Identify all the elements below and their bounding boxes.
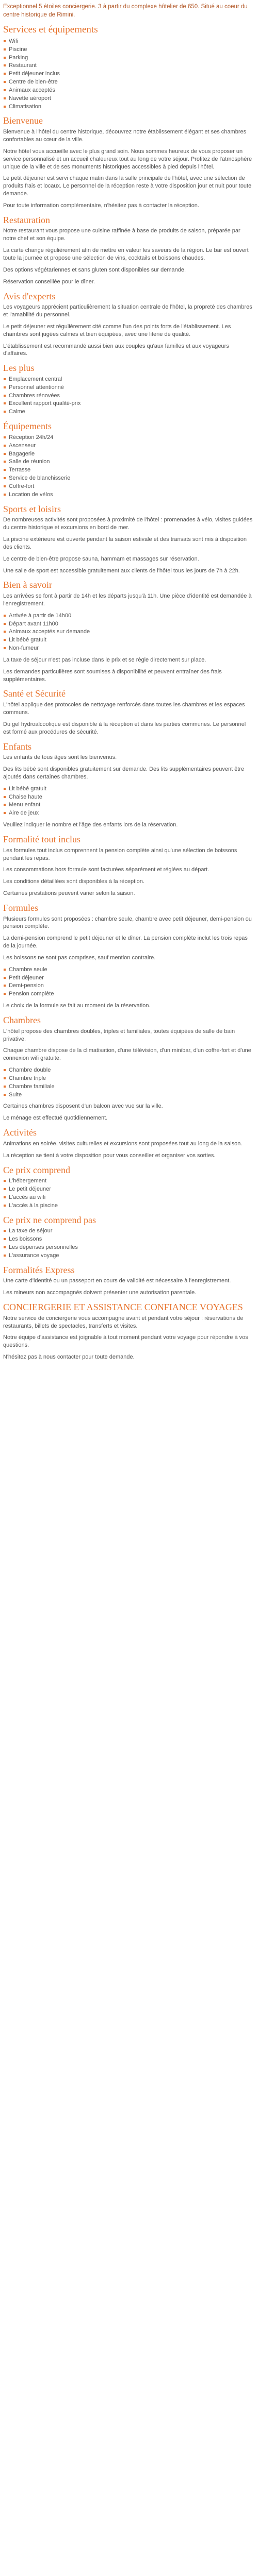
section-equipements — [3, 421, 254, 498]
paragraph: Les enfants de tous âges sont les bienvenus. — [3, 754, 117, 761]
section-title: Équipements — [3, 421, 52, 432]
section-title: Santé et Sécurité — [3, 688, 66, 699]
list-item-label: La taxe de séjour — [9, 1228, 53, 1234]
section-title: Enfants — [3, 741, 31, 752]
paragraph: Les mineurs non accompagnés doivent présenter une autorisation parentale. — [3, 1290, 197, 1296]
paragraph: Notre restaurant vous propose une cuisine raffinée à base de produits de saison, préparée par notre chef et son équipe. — [3, 228, 240, 242]
section-formalites-express — [3, 1265, 254, 1297]
section-ce-prix-comprend — [3, 1165, 254, 1210]
paragraph: La taxe de séjour n'est pas incluse dans le prix et se règle directement sur place. — [3, 656, 206, 663]
section-sports — [3, 504, 254, 575]
list-item-label: Chambre familiale — [9, 1083, 55, 1090]
list-item — [3, 1227, 254, 1235]
list-item — [3, 384, 254, 392]
list-item — [3, 78, 254, 86]
square-bullet-icon — [4, 378, 6, 380]
paragraph: Des options végétariennes et sans gluten sont disponibles sur demande. — [3, 266, 186, 273]
square-bullet-icon — [4, 106, 6, 108]
list-item — [3, 70, 254, 78]
list-item — [3, 801, 254, 809]
list-item-label: Animaux acceptés — [9, 87, 55, 93]
square-bullet-icon — [4, 402, 6, 404]
list-item — [3, 466, 254, 474]
list-item-label: Le petit déjeuner — [9, 1186, 51, 1193]
paragraph: De nombreuses activités sont proposées à proximité de l'hôtel : promenades à vélo, visites guidées du centre historique et excursions en bord de mer. — [3, 517, 253, 531]
section-enfants — [3, 741, 254, 829]
square-bullet-icon — [4, 1255, 6, 1257]
list-item — [3, 62, 254, 70]
services-list — [3, 38, 254, 111]
list-item-label: Calme — [9, 409, 25, 415]
paragraph: Animations en soirée, visites culturelles et excursions sont proposées tout au long de la saison. — [3, 1140, 243, 1147]
list-item-label: L'accès au wifi — [9, 1194, 46, 1200]
square-bullet-icon — [4, 57, 6, 59]
section-title: Ce prix comprend — [3, 1164, 70, 1175]
list-item — [3, 1194, 254, 1201]
chambres-list — [3, 1066, 254, 1098]
square-bullet-icon — [4, 81, 6, 83]
list-item-label: Service de blanchisserie — [9, 475, 71, 482]
list-item — [3, 636, 254, 644]
list-item-label: Petit déjeuner inclus — [9, 71, 60, 77]
paragraph: Notre équipe d'assistance est joignable à tout moment pendant votre voyage pour répondre à vos questions. — [3, 1334, 248, 1349]
paragraph: L'établissement est recommandé aussi bien aux couples qu'aux familles et aux voyageurs d'affaires. — [3, 343, 229, 357]
square-bullet-icon — [4, 48, 6, 50]
list-item — [3, 628, 254, 636]
section-title: Avis d'experts — [3, 291, 56, 301]
square-bullet-icon — [4, 615, 6, 617]
paragraph: Les voyageurs apprécient particulièrement la situation centrale de l'hôtel, la propreté des chambres et l'amabilité du personnel. — [3, 304, 252, 318]
list-item — [3, 474, 254, 482]
paragraph: La demi-pension comprend le petit déjeuner et le dîner. La pension complète inclut les trois repas de la journée. — [3, 935, 248, 950]
square-bullet-icon — [4, 623, 6, 625]
paragraph: Du gel hydroalcoolique est disponible à la réception et dans les parties communes. Le personnel est formé aux procédures de sécurité. — [3, 721, 246, 735]
list-item-label: Lit bébé gratuit — [9, 637, 46, 643]
list-item-label: L'assurance voyage — [9, 1252, 59, 1259]
paragraph: Les arrivées se font à partir de 14h et les départs jusqu'à 11h. Une pièce d'identité est demandée à l'enregistrement. — [3, 593, 252, 607]
paragraph: Les boissons ne sont pas comprises, sauf mention contraire. — [3, 954, 156, 961]
list-item-label: Wifi — [9, 38, 19, 44]
section-title: Formalités Express — [3, 1264, 75, 1275]
section-title: CONCIERGERIE ET ASSISTANCE CONFIANCE VOYAGES — [3, 1302, 243, 1312]
equipements-list — [3, 434, 254, 499]
list-item-label: Emplacement central — [9, 376, 62, 382]
list-item-label: L'accès à la piscine — [9, 1202, 58, 1209]
section-les-plus — [3, 363, 254, 416]
list-item — [3, 376, 254, 383]
paragraph: Une carte d'identité ou un passeport en cours de validité est nécessaire à l'enregistrement. — [3, 1278, 231, 1284]
square-bullet-icon — [4, 639, 6, 641]
paragraph: Plusieurs formules sont proposées : chambre seule, chambre avec petit déjeuner, demi-pension ou pension complète. — [3, 916, 252, 930]
square-bullet-icon — [4, 993, 6, 995]
paragraph: N'hésitez pas à nous contacter pour toute demande. — [3, 1354, 135, 1361]
list-item-label: Ascenseur — [9, 442, 36, 449]
section-title: Formules — [3, 902, 39, 913]
section-title: Les plus — [3, 363, 35, 374]
paragraph: Pour toute information complémentaire, n'hésitez pas à contacter la réception. — [3, 202, 199, 209]
list-item — [3, 103, 254, 111]
enfants-list — [3, 785, 254, 817]
square-bullet-icon — [4, 411, 6, 413]
section-title: Bien à savoir — [3, 580, 52, 590]
square-bullet-icon — [4, 395, 6, 397]
list-item-label: Personnel attentionné — [9, 384, 64, 391]
paragraph: Les formules tout inclus comprennent la pension complète ainsi qu'une sélection de boissons pendant les repas. — [3, 847, 237, 861]
list-item-label: Menu enfant — [9, 802, 41, 808]
section-activites — [3, 1127, 254, 1159]
list-item — [3, 458, 254, 466]
list-item-label: Réception 24h/24 — [9, 434, 54, 440]
paragraph: Chaque chambre dispose de la climatisation, d'une télévision, d'un minibar, d'un coffre-fort et d'une connexion wifi gratuite. — [3, 1047, 251, 1062]
list-item-label: Chambre triple — [9, 1075, 46, 1081]
list-item — [3, 95, 254, 103]
section-conciergerie — [3, 1302, 254, 1361]
paragraph: Certaines chambres disposent d'un balcon avec vue sur la ville. — [3, 1103, 163, 1110]
square-bullet-icon — [4, 494, 6, 496]
list-item — [3, 1091, 254, 1099]
square-bullet-icon — [4, 1086, 6, 1088]
paragraph: Les conditions détaillées sont disponibles à la réception. — [3, 878, 144, 885]
paragraph: Des lits bébé sont disponibles gratuitement sur demande. Des lits supplémentaires peuvent être ajoutés dans certaines chambres. — [3, 766, 245, 780]
list-item-label: Bagagerie — [9, 450, 35, 457]
square-bullet-icon — [4, 631, 6, 633]
section-title: Restauration — [3, 214, 50, 225]
list-item-label: Aire de jeux — [9, 810, 39, 817]
list-item — [3, 1177, 254, 1185]
list-item — [3, 54, 254, 62]
list-item — [3, 87, 254, 94]
square-bullet-icon — [4, 485, 6, 487]
list-item-label: Chambre seule — [9, 966, 47, 973]
paragraph: Bienvenue à l'hôtel du centre historique, découvrez notre établissement élégant et ses chambres confortables au cœur de la ville. — [3, 129, 247, 143]
square-bullet-icon — [4, 788, 6, 790]
list-item-label: Animaux acceptés sur demande — [9, 629, 90, 635]
list-item-label: L'hébergement — [9, 1178, 47, 1184]
square-bullet-icon — [4, 796, 6, 798]
list-item — [3, 793, 254, 801]
square-bullet-icon — [4, 386, 6, 388]
paragraph: Le petit déjeuner est régulièrement cité comme l'un des points forts de l'établissement. Les chambres sont jugées calmes et bien équipées, avec une literie de qualité. — [3, 323, 231, 337]
section-services — [3, 24, 254, 110]
square-bullet-icon — [4, 73, 6, 75]
list-item — [3, 785, 254, 793]
section-avis — [3, 291, 254, 358]
list-item-label: Terrasse — [9, 467, 31, 473]
list-item — [3, 491, 254, 499]
square-bullet-icon — [4, 40, 6, 42]
section-formules — [3, 903, 254, 1010]
list-item-label: Coffre-fort — [9, 483, 35, 489]
section-title: Bienvenue — [3, 115, 43, 126]
list-item — [3, 450, 254, 458]
list-item — [3, 966, 254, 974]
list-item-label: Petit déjeuner — [9, 974, 44, 981]
paragraph: Le petit déjeuner est servi chaque matin dans la salle principale de l'hôtel, avec une sélection de produits frais et locaux. Le personnel de la réception reste à votre disposition jour et nuit pour toute demande. — [3, 175, 252, 197]
comprend-list — [3, 1177, 254, 1209]
paragraph: Le ménage est effectué quotidiennement. — [3, 1115, 108, 1122]
list-item-label: Pension complète — [9, 991, 54, 997]
list-item — [3, 483, 254, 490]
list-item — [3, 408, 254, 416]
list-item-label: Chambre double — [9, 1067, 51, 1074]
paragraph: L'hôtel applique des protocoles de nettoyage renforcés dans toutes les chambres et les espaces communs. — [3, 702, 245, 716]
square-bullet-icon — [4, 477, 6, 479]
paragraph: La réception se tient à votre disposition pour vous conseiller et organiser vos sorties. — [3, 1152, 216, 1159]
section-bien-a-savoir — [3, 580, 254, 683]
list-item — [3, 1066, 254, 1074]
paragraph: Réservation conseillée pour le dîner. — [3, 278, 95, 285]
list-item-label: Lit bébé gratuit — [9, 785, 46, 792]
section-restauration — [3, 215, 254, 286]
list-item — [3, 645, 254, 652]
list-item — [3, 1202, 254, 1210]
list-item-label: Suite — [9, 1091, 22, 1098]
list-item-label: Climatisation — [9, 103, 41, 110]
section-sante — [3, 688, 254, 736]
square-bullet-icon — [4, 461, 6, 463]
list-item — [3, 620, 254, 628]
list-item — [3, 38, 254, 45]
section-title: Sports et loisirs — [3, 503, 61, 514]
list-item-label: Les dépenses personnelles — [9, 1244, 78, 1250]
paragraph: Les demandes particulières sont soumises à disponibilité et peuvent entraîner des frais supplémentaires. — [3, 668, 222, 683]
list-item-label: Demi-pension — [9, 982, 44, 989]
square-bullet-icon — [4, 89, 6, 91]
square-bullet-icon — [4, 1230, 6, 1232]
list-item — [3, 1252, 254, 1260]
list-item — [3, 46, 254, 54]
list-item — [3, 982, 254, 990]
section-title: Formalité tout inclus — [3, 834, 80, 844]
list-item-label: Piscine — [9, 46, 27, 53]
list-item — [3, 612, 254, 620]
paragraph: La piscine extérieure est ouverte pendant la saison estivale et des transats sont mis à disposition des clients. — [3, 536, 247, 550]
list-item-label: Chambres rénovées — [9, 392, 60, 399]
list-item-label: Les boissons — [9, 1236, 42, 1243]
square-bullet-icon — [4, 445, 6, 447]
list-item-label: Centre de bien-être — [9, 79, 58, 86]
square-bullet-icon — [4, 97, 6, 99]
list-item — [3, 1075, 254, 1082]
list-item-label: Restaurant — [9, 62, 37, 69]
square-bullet-icon — [4, 469, 6, 471]
square-bullet-icon — [4, 1077, 6, 1079]
square-bullet-icon — [4, 1205, 6, 1207]
section-title: Services et équipements — [3, 24, 98, 36]
bien-a-savoir-list — [3, 612, 254, 652]
list-item-label: Navette aéroport — [9, 95, 51, 101]
list-item — [3, 392, 254, 400]
square-bullet-icon — [4, 64, 6, 66]
paragraph: L'hôtel propose des chambres doubles, triples et familiales, toutes équipées de salle de bain privative. — [3, 1028, 235, 1042]
paragraph: Veuillez indiquer le nombre et l'âge des enfants lors de la réservation. — [3, 822, 178, 828]
list-item — [3, 809, 254, 817]
list-item — [3, 434, 254, 442]
section-chambres — [3, 1015, 254, 1122]
section-bienvenue — [3, 115, 254, 209]
square-bullet-icon — [4, 1246, 6, 1248]
list-item-label: Parking — [9, 54, 28, 61]
formules-list — [3, 966, 254, 998]
square-bullet-icon — [4, 1238, 6, 1240]
square-bullet-icon — [4, 985, 6, 987]
paragraph: La carte change régulièrement afin de mettre en valeur les saveurs de la région. Le bar est ouvert toute la journée et propose une sélection de vins, cocktails et boissons chaudes. — [3, 247, 249, 261]
square-bullet-icon — [4, 436, 6, 438]
section-title: Ce prix ne comprend pas — [3, 1214, 96, 1225]
list-item-label: Arrivée à partir de 14h00 — [9, 612, 72, 619]
square-bullet-icon — [4, 647, 6, 649]
list-item-label: Départ avant 11h00 — [9, 620, 58, 627]
list-item — [3, 1083, 254, 1091]
square-bullet-icon — [4, 1188, 6, 1190]
ne-comprend-pas-list — [3, 1227, 254, 1259]
square-bullet-icon — [4, 1069, 6, 1071]
les-plus-list — [3, 376, 254, 416]
list-item-label: Non-fumeur — [9, 645, 39, 652]
list-item — [3, 400, 254, 408]
square-bullet-icon — [4, 977, 6, 979]
section-ce-prix-ne-comprend-pas — [3, 1215, 254, 1260]
list-item — [3, 1235, 254, 1243]
list-item-label: Salle de réunion — [9, 459, 50, 465]
paragraph: Les consommations hors formule sont facturées séparément et réglées au départ. — [3, 867, 209, 873]
intro-text: Exceptionnel 5 étoiles conciergerie. 3 à partir du complexe hôtelier de 650. Situé au coeur du centre historique de Rimini. — [3, 4, 248, 18]
paragraph: Le choix de la formule se fait au moment de la réservation. — [3, 1003, 151, 1009]
list-item — [3, 1185, 254, 1193]
list-item — [3, 1244, 254, 1251]
list-item-label: Location de vélos — [9, 491, 53, 498]
section-formalites — [3, 834, 254, 897]
square-bullet-icon — [4, 969, 6, 971]
list-item — [3, 442, 254, 450]
paragraph: Certaines prestations peuvent varier selon la saison. — [3, 890, 135, 897]
paragraph: Le centre de bien-être propose sauna, hammam et massages sur réservation. — [3, 555, 199, 562]
list-item — [3, 974, 254, 982]
paragraph: Notre service de conciergerie vous accompagne avant et pendant votre séjour : réservations de restaurants, billets de spectacles, transferts et visites. — [3, 1315, 244, 1329]
paragraph: Une salle de sport est accessible gratuitement aux clients de l'hôtel tous les jours de 7h à 22h. — [3, 567, 240, 574]
section-title: Activités — [3, 1127, 37, 1138]
list-item-label: Chaise haute — [9, 793, 42, 800]
square-bullet-icon — [4, 1180, 6, 1182]
list-item-label: Excellent rapport qualité-prix — [9, 400, 81, 407]
list-item — [3, 990, 254, 998]
section-title: Chambres — [3, 1015, 41, 1025]
square-bullet-icon — [4, 453, 6, 455]
square-bullet-icon — [4, 804, 6, 806]
paragraph: Notre hôtel vous accueille avec le plus grand soin. Nous sommes heureux de vous proposer un service personnalisé et un accueil chaleureux tout au long de votre séjour. Profitez de l'atmosphère unique de la ville et de ses monuments historiques accessibles à pied depuis l'hôtel. — [3, 148, 252, 170]
square-bullet-icon — [4, 1094, 6, 1096]
square-bullet-icon — [4, 812, 6, 814]
square-bullet-icon — [4, 1196, 6, 1198]
